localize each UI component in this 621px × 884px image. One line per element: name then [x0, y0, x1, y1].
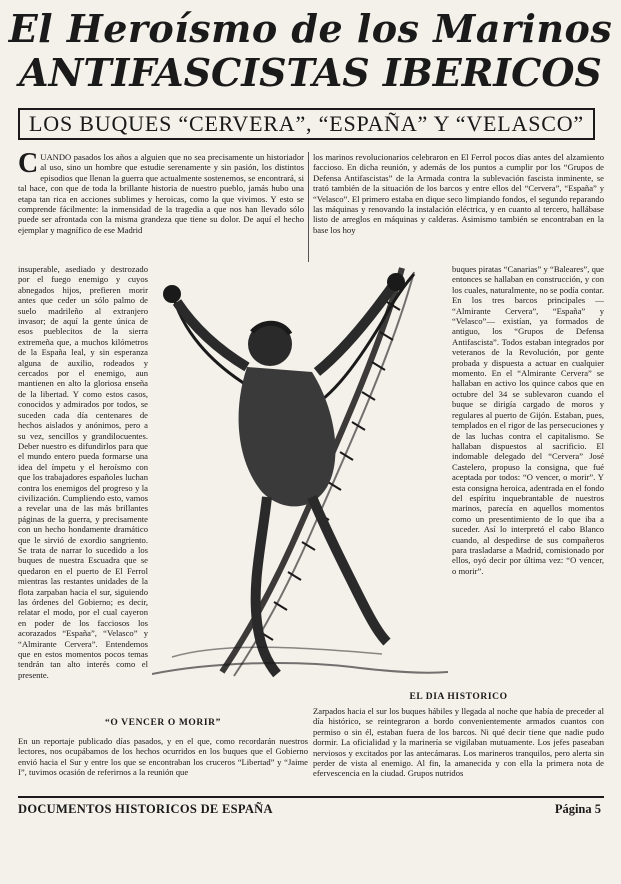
footer-rule [18, 796, 604, 798]
footer-publication: DOCUMENTOS HISTORICOS DE ESPAÑA [18, 802, 273, 816]
subtitle-text: LOS BUQUES “CERVERA”, “ESPAÑA” Y “VELASCO” [29, 111, 584, 136]
sailor-climbing-rope-icon [152, 268, 448, 676]
column-divider [308, 152, 309, 262]
drop-cap: C [18, 152, 39, 179]
article-paragraph-reunion: los marinos revolucionarios celebraron en El Ferrol pocos días antes del alzamiento faccioso. En dicha reunión, y además de los puntos a cumplir por los “Grupos de Defensa Antifascistas” de la Armada contra la sublevación fascista inminente, se trató también de la situación de los barcos y entre ellos del “Cervera”, “España” y “Velasco”. El primero estaba en dique seco limpiando fondos, el segundo reparando las máquinas y renovando la instalación eléctrica, y en cuanto al tercero, hallábase listo de arreglos en máquinas y calderas. Asimismo también se encontraban en la base los hoy [313, 152, 604, 235]
article-left-bottom [18, 736, 308, 832]
article-paragraph-reportaje: En un reportaje publicado días pasados, y en el que, como recordarán nuestros lectores, nos ocupábamos de los hechos ocurridos en los buques que el Gobierno envió hacia el Sur y entre los que se encontraban los cruceros “Libertad” y “Jaime I”, tuvimos ocasión de referirnos a la reunión que [18, 736, 308, 778]
headline-line-1: El Heroísmo de los Marinos [8, 6, 613, 51]
section-heading-dia-historico: EL DIA HISTORICO [409, 692, 508, 702]
article-paragraph-zarpados: Zarpados hacia el sur los buques hábiles y llegada al noche que había de preceder al día histórico, se reintegraron a bordo convenientemente armados cuantos con permiso o sin él, estaban fuera de los barcos. Ni qué decir tiene que nadie pudo dormir. La oficialidad y la marinería se vigilaban mutuamente. Los jefes paseaban nerviosos y excitados por las antecámaras. Los marineros tranquilos, pero alerta sin perder de vista al enemigo. Al fin, la amanecida y con ella la primera nota de efervescencia en la ciudad. Grupos nutridos [313, 706, 604, 779]
article-paragraph-barcos: buques piratas “Canarias” y “Baleares”, que entonces se hallaban en construcción, y con los cuales, naturalmente, no se podía contar. En los tres barcos principales — “Almirante Cervera”, “España” y “Velasco”— existían, ya formados de antiguo, los “Grupos de Defensa Antifascista”. Todos estaban integrados por veteranos de la Revolución, por gente probada y dispuesta a actuar en cualquier momento. En el “Almirante Cervera” se hallaban en activo los quince cabos que en octubre del 34 se sublevaron cuando el buque se dirigía cargado de moros y regulares al puerto de Gijón. Estaban, pues, templados en el rigor de las persecuciones y de las luchas contra el capitalismo. Se hallaban dispuestos al sacrificio. El indomable delegado del “Cervera” José Castelero, propuso la consigna, que fué aceptada por todos: “O vencer, o morir”. Y esta consigna heroica, adentrada en el fondo del espíritu inquebrantable de nuestros marinos, parecía en aquellos momentos como un presentimiento de lo que iba a suceder. Así lo interpretó el cabo Blanco cuando, al despedirse de sus compañeros para trasladarse a Madrid, comisionado por ellos, oyó decir por última vez: “O vencer, o morir”. [452, 264, 604, 576]
subtitle-banner [18, 108, 595, 140]
article-left-narrow [18, 264, 148, 720]
section-heading-vencer: “O VENCER O MORIR” [105, 718, 221, 728]
headline-line-2: ANTIFASCISTAS IBERICOS [19, 50, 602, 95]
article-right-narrow [452, 264, 604, 684]
article-left-top [18, 152, 304, 264]
sailor-climbing-rope-illustration [152, 262, 448, 682]
footer-page-number: Página 5 [554, 802, 601, 816]
article-right-top [313, 152, 604, 264]
article-paragraph-intro [18, 152, 304, 235]
intro-text: UANDO pasados los años a alguien que no sea precisamente un historiador al uso, sino un hombre que estudie serenamente y sin pasión, los distintos episodios que llenan la guerra que actualmente sostenemos, se encontrará, si tal hace, con que de toda la brillante historia de nuestro pueblo, jamás hubo una etapa tan rica en acciones sublimes y heroicas, como la que vivimos. Y esto se comprende fácilmente: la inmensidad de la tragedia a que nos han llevado sólo puede ser afrontada con la misma grandeza que tiene su dolor. De aquí el hecho ejemplar y magnífico de ese Madrid [18, 152, 304, 235]
article-paragraph-madrid: insuperable, asediado y destrozado por el fuego enemigo y cuyos abnegados hijos, prefieren morir antes que ceder un sólo palmo de suelo madrileño al extranjero invasor; de aquí la gente única de esos pueblecitos de la sierra extremeña que, a muchos kilómetros de la España leal, y sin esperanza alguna de auxilio, rodeados y cercados por el enemigo, aun mantienen en alto la gloriosa enseña de la libertad. Y como estos casos, conocidos y admirados por todos, se suceden cada día centenares de hechos aislados y anónimos, pero a su vez, sencillos y grandilocuentes. Deber nuestro es difundirlos para que el mundo entero pueda formarse una idea del ímpetu y el heroísmo con que los trabajadores españoles luchan contra los enemigos del progreso y la civilización. Cumpliendo esto, vamos a revelar una de las más brillantes páginas de la guerra, y precisamente con un hecho hondamente dramático que le sirvió de exordio sangriento. Se trata de narrar lo sucedido a los buques de nuestra Escuadra que se quedaron en el puerto de El Ferrol mientras las restantes unidades de la flota zarpaban hacia el sur, siguiendo las órdenes del Gobierno; es decir, relatar el modo, por el cual cayeron en poder de los facciosos los acorazados “España”, “Velasco” y “Almirante Cervera”. Entendemos que en estos momentos pocos temas tendrán tan alto interés como el presente. [18, 264, 148, 680]
